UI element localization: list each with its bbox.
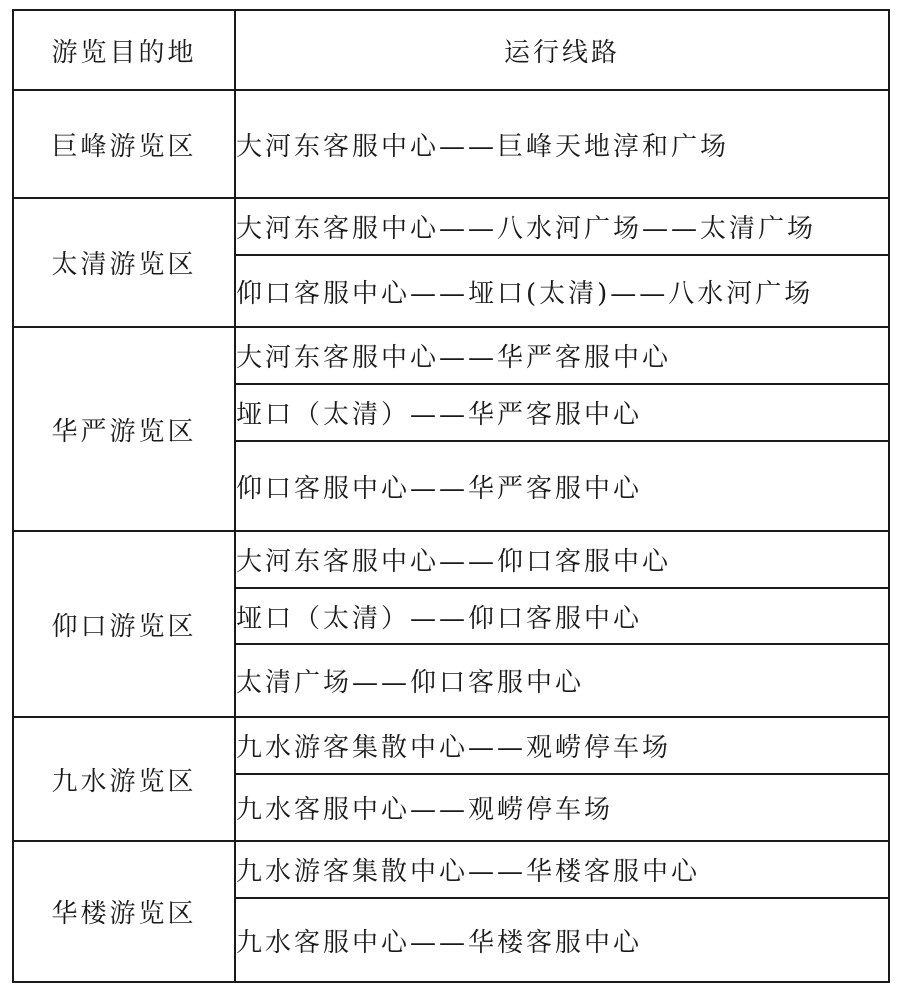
table-row: [13, 717, 889, 774]
table-row: [13, 90, 889, 198]
route-cell: 九水游客集散中心——观崂停车场: [235, 717, 889, 774]
route-cell: 九水客服中心——观崂停车场: [235, 774, 889, 841]
area-name: 巨峰游览区: [13, 90, 235, 198]
route-cell: 仰口客服中心——垭口(太清)——八水河广场: [235, 255, 889, 327]
area-name: 华严游览区: [13, 327, 235, 531]
route-cell: 垭口（太清）——仰口客服中心: [235, 588, 889, 644]
area-name: 仰口游览区: [13, 531, 235, 717]
area-name: 九水游览区: [13, 717, 235, 841]
header-route: 运行线路: [235, 10, 889, 90]
route-cell: 垭口（太清）——华严客服中心: [235, 384, 889, 441]
route-cell: 仰口客服中心——华严客服中心: [235, 441, 889, 531]
route-cell: 大河东客服中心——华严客服中心: [235, 327, 889, 384]
route-cell: 九水游客集散中心——华楼客服中心: [235, 841, 889, 898]
table-row: [13, 841, 889, 898]
area-name: 太清游览区: [13, 198, 235, 327]
header-destination: 游览目的地: [13, 10, 235, 90]
route-cell: 大河东客服中心——八水河广场——太清广场: [235, 198, 889, 255]
route-table: [12, 9, 890, 983]
route-cell: 九水客服中心——华楼客服中心: [235, 898, 889, 982]
table-row: [13, 531, 889, 588]
area-name: 华楼游览区: [13, 841, 235, 982]
route-cell: 大河东客服中心——仰口客服中心: [235, 531, 889, 588]
header-row: [13, 10, 889, 90]
table-row: [13, 198, 889, 255]
route-cell: 大河东客服中心——巨峰天地淳和广场: [235, 90, 889, 198]
table-row: [13, 327, 889, 384]
route-cell: 太清广场——仰口客服中心: [235, 644, 889, 717]
